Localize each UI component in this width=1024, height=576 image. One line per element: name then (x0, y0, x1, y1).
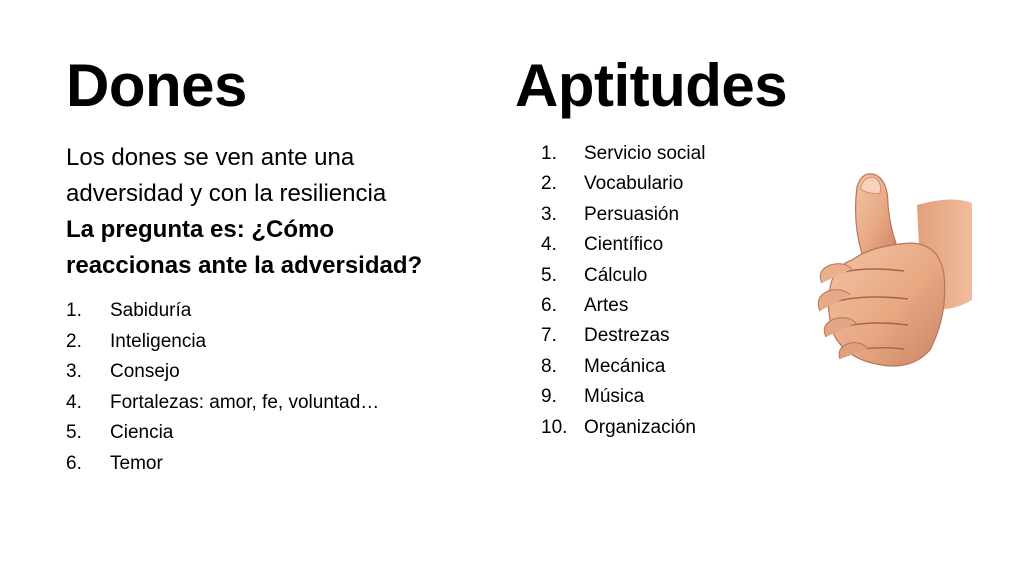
item-text: Cálculo (584, 264, 648, 286)
question-line-2: reaccionas ante la adversidad? (66, 252, 423, 279)
item-number: 6. (66, 452, 82, 474)
item-number: 9. (541, 386, 557, 408)
item-number: 3. (541, 203, 557, 225)
item-text: Consejo (110, 361, 180, 383)
item-number: 1. (66, 300, 82, 321)
item-text: Inteligencia (110, 330, 207, 352)
item-text: Vocabulario (584, 173, 684, 195)
item-number: 10. (541, 416, 568, 438)
item-text: Temor (110, 452, 163, 474)
item-text: Mecánica (584, 355, 666, 377)
list-item (66, 296, 379, 327)
item-number: 3. (66, 361, 82, 383)
item-number: 2. (66, 330, 82, 352)
dones-title: Dones (66, 52, 247, 119)
item-text: Música (584, 386, 645, 408)
item-text: Servicio social (584, 143, 706, 164)
list-item (66, 357, 379, 388)
list-item (541, 200, 705, 230)
item-number: 1. (541, 143, 557, 164)
aptitudes-title: Aptitudes (515, 52, 788, 119)
item-number: 5. (66, 422, 82, 444)
intro-line-2: adversidad y con la resiliencia (66, 180, 387, 207)
intro-line-1: Los dones se ven ante una (66, 144, 355, 171)
dones-list (66, 296, 379, 480)
item-text: Científico (584, 234, 664, 256)
item-text: Sabiduría (110, 300, 192, 321)
item-number: 2. (541, 173, 557, 195)
list-item (541, 352, 705, 382)
item-text: Fortalezas: amor, fe, voluntad… (110, 391, 380, 413)
list-item (541, 291, 705, 321)
item-number: 6. (541, 294, 557, 316)
item-number: 4. (66, 391, 82, 413)
list-item (66, 418, 379, 449)
list-item (541, 230, 705, 260)
item-number: 8. (541, 355, 557, 377)
item-text: Destrezas (584, 325, 670, 347)
item-text: Ciencia (110, 422, 174, 444)
list-item (541, 139, 705, 169)
list-item (541, 321, 705, 351)
question-line-1: La pregunta es: ¿Cómo (66, 216, 335, 243)
list-item (541, 261, 705, 291)
thumbs-up-icon (812, 165, 972, 380)
list-item (541, 169, 705, 199)
list-item (66, 449, 379, 480)
list-item (541, 413, 705, 443)
item-text: Organización (584, 416, 696, 438)
dones-intro (66, 140, 506, 284)
aptitudes-list (541, 139, 705, 443)
list-item (541, 382, 705, 412)
item-number: 5. (541, 264, 557, 286)
list-item (66, 327, 379, 358)
list-item (66, 388, 379, 419)
item-number: 7. (541, 325, 557, 347)
item-number: 4. (541, 234, 557, 256)
item-text: Artes (584, 294, 629, 316)
item-text: Persuasión (584, 203, 680, 225)
